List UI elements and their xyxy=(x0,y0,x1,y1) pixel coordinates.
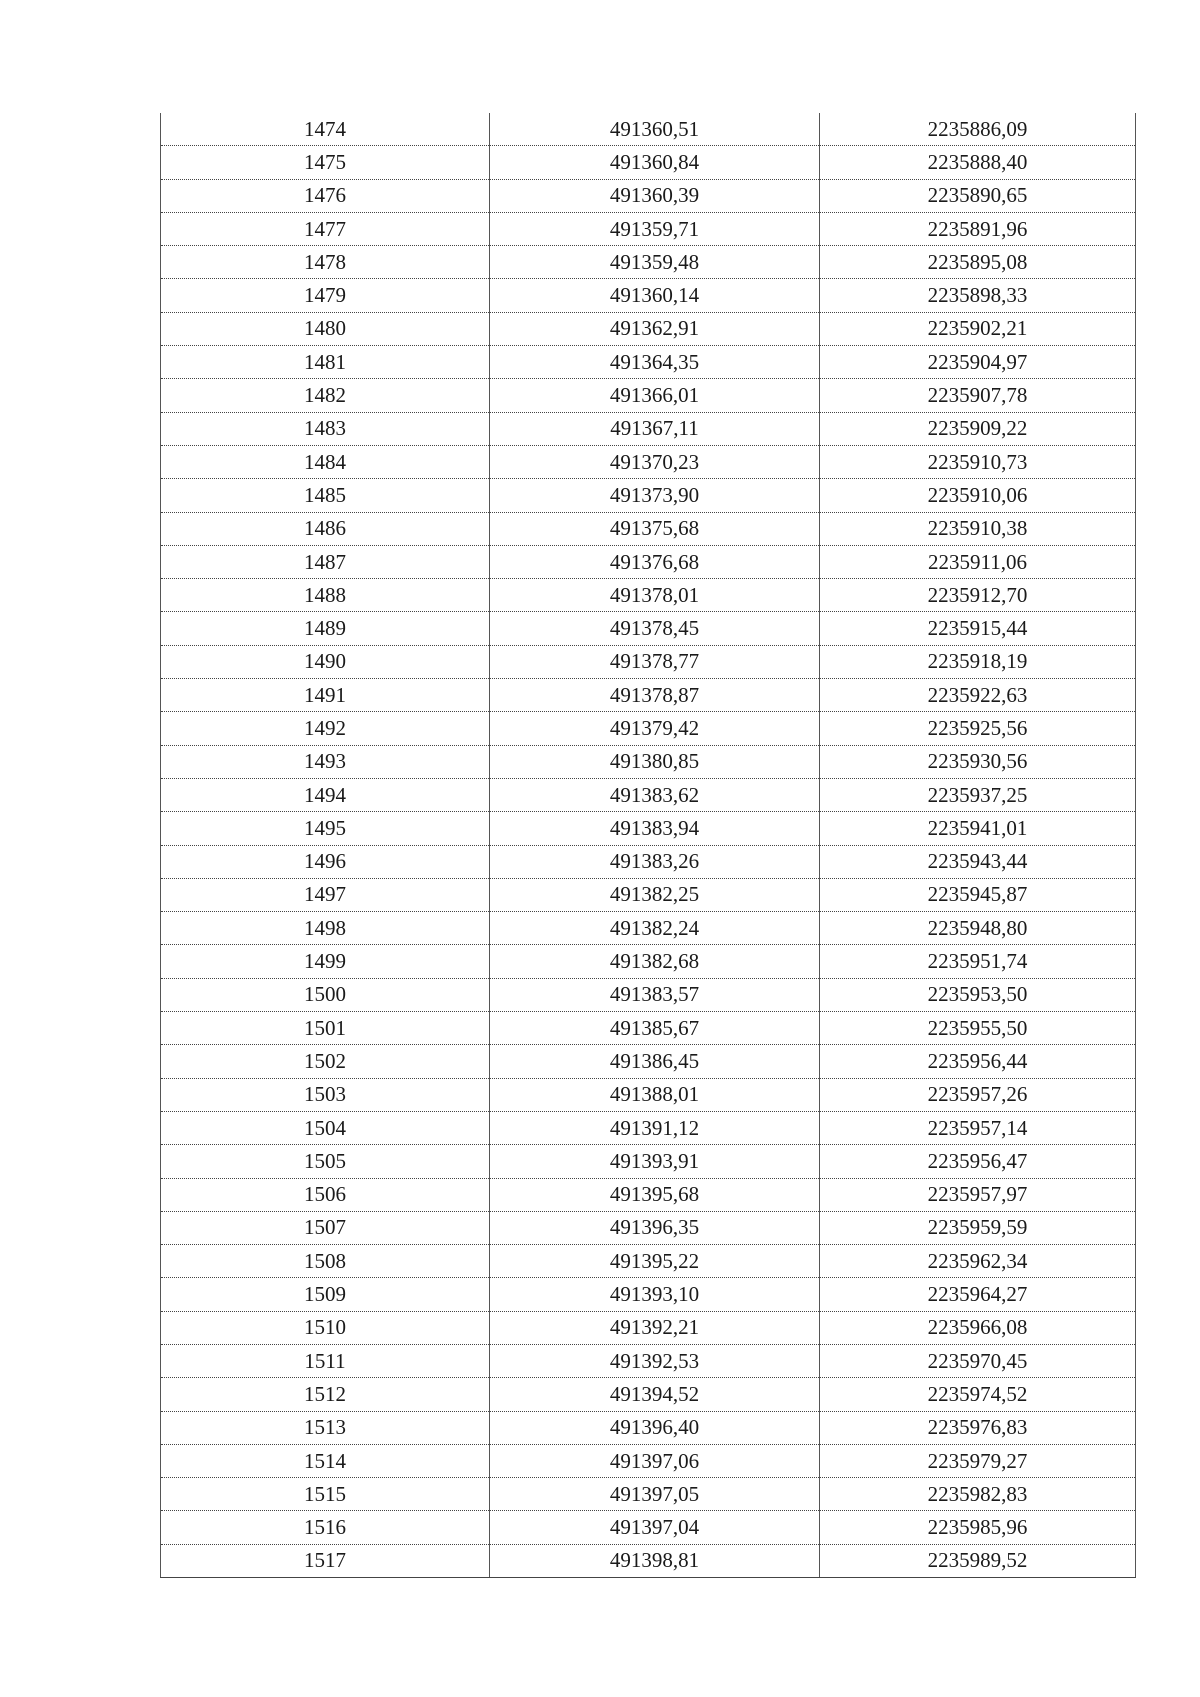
x-coordinate-cell: 491397,05 xyxy=(490,1478,820,1511)
point-number-cell: 1491 xyxy=(161,679,490,712)
point-number-cell: 1507 xyxy=(161,1211,490,1244)
x-coordinate-cell: 491370,23 xyxy=(490,445,820,478)
x-coordinate-cell: 491396,35 xyxy=(490,1211,820,1244)
x-coordinate-cell: 491367,11 xyxy=(490,412,820,445)
table-row xyxy=(161,412,1136,445)
y-coordinate-cell: 2235957,97 xyxy=(820,1178,1136,1211)
point-number-cell: 1505 xyxy=(161,1145,490,1178)
table-row xyxy=(161,945,1136,978)
y-coordinate-cell: 2235895,08 xyxy=(820,246,1136,279)
x-coordinate-cell: 491360,51 xyxy=(490,113,820,146)
table-row xyxy=(161,1045,1136,1078)
x-coordinate-cell: 491382,24 xyxy=(490,912,820,945)
table-row xyxy=(161,1245,1136,1278)
table-row xyxy=(161,1544,1136,1577)
table-row xyxy=(161,1478,1136,1511)
point-number-cell: 1504 xyxy=(161,1111,490,1144)
y-coordinate-cell: 2235910,38 xyxy=(820,512,1136,545)
table-row xyxy=(161,1344,1136,1377)
point-number-cell: 1513 xyxy=(161,1411,490,1444)
table-row xyxy=(161,1078,1136,1111)
table-row xyxy=(161,479,1136,512)
y-coordinate-cell: 2235898,33 xyxy=(820,279,1136,312)
point-number-cell: 1482 xyxy=(161,379,490,412)
x-coordinate-cell: 491396,40 xyxy=(490,1411,820,1444)
table-row xyxy=(161,679,1136,712)
y-coordinate-cell: 2235985,96 xyxy=(820,1511,1136,1544)
point-number-cell: 1496 xyxy=(161,845,490,878)
coordinates-table xyxy=(160,113,1136,1578)
x-coordinate-cell: 491393,91 xyxy=(490,1145,820,1178)
y-coordinate-cell: 2235955,50 xyxy=(820,1012,1136,1045)
y-coordinate-cell: 2235902,21 xyxy=(820,312,1136,345)
x-coordinate-cell: 491395,68 xyxy=(490,1178,820,1211)
point-number-cell: 1478 xyxy=(161,246,490,279)
x-coordinate-cell: 491360,14 xyxy=(490,279,820,312)
table-row xyxy=(161,512,1136,545)
table-row xyxy=(161,1012,1136,1045)
table-row xyxy=(161,1411,1136,1444)
point-number-cell: 1490 xyxy=(161,645,490,678)
x-coordinate-cell: 491383,57 xyxy=(490,978,820,1011)
table-row xyxy=(161,279,1136,312)
x-coordinate-cell: 491383,62 xyxy=(490,778,820,811)
table-row xyxy=(161,1444,1136,1477)
table-row xyxy=(161,745,1136,778)
table-row xyxy=(161,1211,1136,1244)
y-coordinate-cell: 2235941,01 xyxy=(820,812,1136,845)
point-number-cell: 1514 xyxy=(161,1444,490,1477)
point-number-cell: 1486 xyxy=(161,512,490,545)
table-row xyxy=(161,179,1136,212)
y-coordinate-cell: 2235891,96 xyxy=(820,212,1136,245)
table-row xyxy=(161,146,1136,179)
y-coordinate-cell: 2235957,14 xyxy=(820,1111,1136,1144)
y-coordinate-cell: 2235959,59 xyxy=(820,1211,1136,1244)
x-coordinate-cell: 491359,71 xyxy=(490,212,820,245)
y-coordinate-cell: 2235970,45 xyxy=(820,1344,1136,1377)
point-number-cell: 1498 xyxy=(161,912,490,945)
y-coordinate-cell: 2235904,97 xyxy=(820,346,1136,379)
table-row xyxy=(161,312,1136,345)
x-coordinate-cell: 491395,22 xyxy=(490,1245,820,1278)
y-coordinate-cell: 2235976,83 xyxy=(820,1411,1136,1444)
x-coordinate-cell: 491397,04 xyxy=(490,1511,820,1544)
y-coordinate-cell: 2235918,19 xyxy=(820,645,1136,678)
x-coordinate-cell: 491378,87 xyxy=(490,679,820,712)
table-row xyxy=(161,812,1136,845)
y-coordinate-cell: 2235922,63 xyxy=(820,679,1136,712)
point-number-cell: 1495 xyxy=(161,812,490,845)
point-number-cell: 1512 xyxy=(161,1378,490,1411)
point-number-cell: 1508 xyxy=(161,1245,490,1278)
x-coordinate-cell: 491360,39 xyxy=(490,179,820,212)
point-number-cell: 1474 xyxy=(161,113,490,146)
table-row xyxy=(161,1378,1136,1411)
table-row xyxy=(161,712,1136,745)
x-coordinate-cell: 491388,01 xyxy=(490,1078,820,1111)
point-number-cell: 1487 xyxy=(161,545,490,578)
x-coordinate-cell: 491378,77 xyxy=(490,645,820,678)
x-coordinate-cell: 491392,21 xyxy=(490,1311,820,1344)
y-coordinate-cell: 2235956,47 xyxy=(820,1145,1136,1178)
point-number-cell: 1489 xyxy=(161,612,490,645)
y-coordinate-cell: 2235951,74 xyxy=(820,945,1136,978)
point-number-cell: 1501 xyxy=(161,1012,490,1045)
point-number-cell: 1479 xyxy=(161,279,490,312)
point-number-cell: 1515 xyxy=(161,1478,490,1511)
table-row xyxy=(161,346,1136,379)
x-coordinate-cell: 491385,67 xyxy=(490,1012,820,1045)
y-coordinate-cell: 2235890,65 xyxy=(820,179,1136,212)
x-coordinate-cell: 491398,81 xyxy=(490,1544,820,1577)
point-number-cell: 1477 xyxy=(161,212,490,245)
table-row xyxy=(161,246,1136,279)
point-number-cell: 1488 xyxy=(161,579,490,612)
x-coordinate-cell: 491393,10 xyxy=(490,1278,820,1311)
table-row xyxy=(161,1145,1136,1178)
table-row xyxy=(161,1311,1136,1344)
coordinates-table-body xyxy=(161,113,1136,1578)
y-coordinate-cell: 2235930,56 xyxy=(820,745,1136,778)
table-row xyxy=(161,612,1136,645)
y-coordinate-cell: 2235937,25 xyxy=(820,778,1136,811)
x-coordinate-cell: 491364,35 xyxy=(490,346,820,379)
x-coordinate-cell: 491375,68 xyxy=(490,512,820,545)
x-coordinate-cell: 491383,26 xyxy=(490,845,820,878)
point-number-cell: 1499 xyxy=(161,945,490,978)
x-coordinate-cell: 491392,53 xyxy=(490,1344,820,1377)
point-number-cell: 1517 xyxy=(161,1544,490,1577)
point-number-cell: 1481 xyxy=(161,346,490,379)
x-coordinate-cell: 491382,68 xyxy=(490,945,820,978)
x-coordinate-cell: 491386,45 xyxy=(490,1045,820,1078)
y-coordinate-cell: 2235912,70 xyxy=(820,579,1136,612)
point-number-cell: 1484 xyxy=(161,445,490,478)
y-coordinate-cell: 2235910,06 xyxy=(820,479,1136,512)
x-coordinate-cell: 491360,84 xyxy=(490,146,820,179)
x-coordinate-cell: 491382,25 xyxy=(490,878,820,911)
table-row xyxy=(161,645,1136,678)
point-number-cell: 1480 xyxy=(161,312,490,345)
point-number-cell: 1502 xyxy=(161,1045,490,1078)
point-number-cell: 1492 xyxy=(161,712,490,745)
y-coordinate-cell: 2235910,73 xyxy=(820,445,1136,478)
y-coordinate-cell: 2235966,08 xyxy=(820,1311,1136,1344)
x-coordinate-cell: 491383,94 xyxy=(490,812,820,845)
point-number-cell: 1500 xyxy=(161,978,490,1011)
y-coordinate-cell: 2235915,44 xyxy=(820,612,1136,645)
point-number-cell: 1510 xyxy=(161,1311,490,1344)
x-coordinate-cell: 491380,85 xyxy=(490,745,820,778)
x-coordinate-cell: 491391,12 xyxy=(490,1111,820,1144)
point-number-cell: 1475 xyxy=(161,146,490,179)
y-coordinate-cell: 2235907,78 xyxy=(820,379,1136,412)
y-coordinate-cell: 2235956,44 xyxy=(820,1045,1136,1078)
y-coordinate-cell: 2235957,26 xyxy=(820,1078,1136,1111)
point-number-cell: 1509 xyxy=(161,1278,490,1311)
point-number-cell: 1476 xyxy=(161,179,490,212)
x-coordinate-cell: 491394,52 xyxy=(490,1378,820,1411)
x-coordinate-cell: 491373,90 xyxy=(490,479,820,512)
table-row xyxy=(161,113,1136,146)
table-row xyxy=(161,878,1136,911)
table-row xyxy=(161,1178,1136,1211)
y-coordinate-cell: 2235925,56 xyxy=(820,712,1136,745)
y-coordinate-cell: 2235886,09 xyxy=(820,113,1136,146)
y-coordinate-cell: 2235888,40 xyxy=(820,146,1136,179)
table-row xyxy=(161,778,1136,811)
table-row xyxy=(161,1278,1136,1311)
y-coordinate-cell: 2235911,06 xyxy=(820,545,1136,578)
x-coordinate-cell: 491397,06 xyxy=(490,1444,820,1477)
x-coordinate-cell: 491359,48 xyxy=(490,246,820,279)
point-number-cell: 1497 xyxy=(161,878,490,911)
y-coordinate-cell: 2235945,87 xyxy=(820,878,1136,911)
point-number-cell: 1483 xyxy=(161,412,490,445)
y-coordinate-cell: 2235909,22 xyxy=(820,412,1136,445)
table-row xyxy=(161,845,1136,878)
table-row xyxy=(161,445,1136,478)
y-coordinate-cell: 2235979,27 xyxy=(820,1444,1136,1477)
y-coordinate-cell: 2235948,80 xyxy=(820,912,1136,945)
y-coordinate-cell: 2235953,50 xyxy=(820,978,1136,1011)
y-coordinate-cell: 2235974,52 xyxy=(820,1378,1136,1411)
table-row xyxy=(161,212,1136,245)
x-coordinate-cell: 491378,01 xyxy=(490,579,820,612)
table-row xyxy=(161,579,1136,612)
x-coordinate-cell: 491366,01 xyxy=(490,379,820,412)
table-row xyxy=(161,379,1136,412)
y-coordinate-cell: 2235982,83 xyxy=(820,1478,1136,1511)
x-coordinate-cell: 491376,68 xyxy=(490,545,820,578)
x-coordinate-cell: 491362,91 xyxy=(490,312,820,345)
point-number-cell: 1503 xyxy=(161,1078,490,1111)
y-coordinate-cell: 2235943,44 xyxy=(820,845,1136,878)
table-row xyxy=(161,1511,1136,1544)
table-row xyxy=(161,912,1136,945)
point-number-cell: 1493 xyxy=(161,745,490,778)
table-row xyxy=(161,545,1136,578)
y-coordinate-cell: 2235962,34 xyxy=(820,1245,1136,1278)
x-coordinate-cell: 491378,45 xyxy=(490,612,820,645)
point-number-cell: 1506 xyxy=(161,1178,490,1211)
point-number-cell: 1485 xyxy=(161,479,490,512)
point-number-cell: 1511 xyxy=(161,1344,490,1377)
table-row xyxy=(161,978,1136,1011)
y-coordinate-cell: 2235964,27 xyxy=(820,1278,1136,1311)
table-row xyxy=(161,1111,1136,1144)
x-coordinate-cell: 491379,42 xyxy=(490,712,820,745)
y-coordinate-cell: 2235989,52 xyxy=(820,1544,1136,1577)
point-number-cell: 1494 xyxy=(161,778,490,811)
point-number-cell: 1516 xyxy=(161,1511,490,1544)
